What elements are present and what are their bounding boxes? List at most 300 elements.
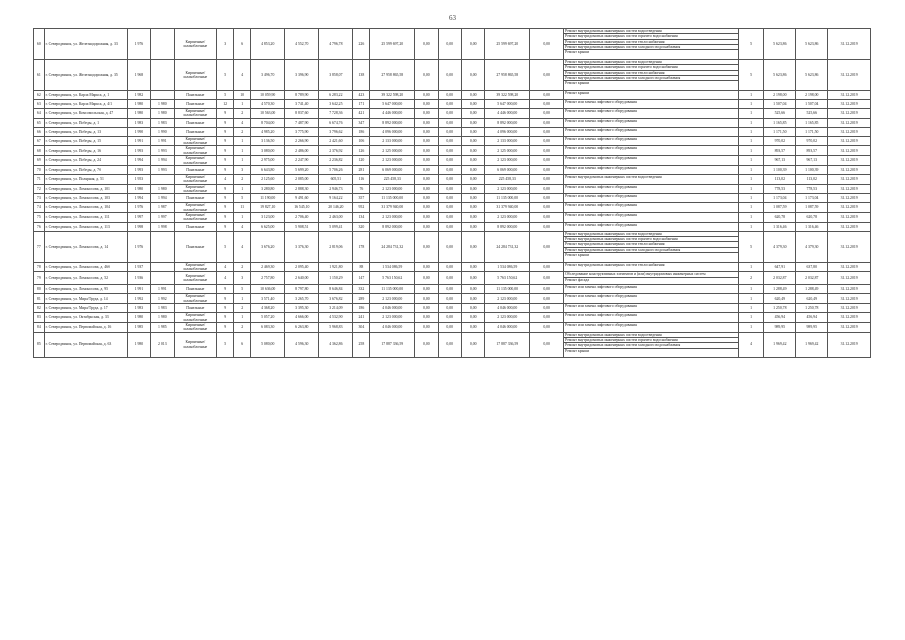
table-row — [34, 332, 871, 357]
entrances-cell: 2 — [234, 322, 251, 332]
living-area-cell: 3 775,90 — [285, 127, 319, 136]
fund-municipal-cell: 0,00 — [461, 231, 484, 262]
works-count-cell: 1 — [738, 136, 764, 146]
deadline-cell: 31.12.2019 — [828, 203, 871, 213]
address-cell: г. Северодвинск, ул. Победы, д. 16 — [44, 146, 127, 156]
wall-material-cell: Кирпичные/ шлакоблочные — [174, 146, 217, 156]
fund-municipal-cell: 0,00 — [461, 262, 484, 272]
floors-cell: 9 — [217, 285, 234, 294]
build-year-cell: 1 994 — [127, 156, 150, 166]
fund-other-cell: 0,00 — [530, 332, 564, 357]
unit-cost-cell: 970,02 — [764, 136, 796, 146]
deadline-cell: 31.12.2019 — [828, 109, 871, 119]
unit-cost-cell: 620,78 — [764, 213, 796, 223]
living-area-cell: 3 741,40 — [285, 100, 319, 109]
floors-cell: 9 — [217, 136, 234, 146]
entrances-cell: 1 — [234, 146, 251, 156]
fund-regional-cell: 0,00 — [438, 313, 461, 323]
fund-federal-cell: 0,00 — [415, 272, 438, 285]
works-count-cell: 1 — [738, 222, 764, 231]
residents-cell: 126 — [353, 146, 370, 156]
fund-federal-cell: 0,00 — [415, 203, 438, 213]
other-area-cell: 3 642,25 — [319, 100, 353, 109]
floors-cell: 9 — [217, 156, 234, 166]
total-cost-cell: 2 125 000,00 — [370, 146, 415, 156]
fund-municipal-cell: 0,00 — [461, 136, 484, 146]
total-area-cell: 4 985,20 — [251, 127, 285, 136]
fund-regional-cell: 0,00 — [438, 29, 461, 60]
max-cost-cell: 967,13 — [796, 156, 828, 166]
wall-material-cell: Панельные — [174, 304, 217, 313]
fund-federal-cell: 0,00 — [415, 322, 438, 332]
entrances-cell: 4 — [234, 60, 251, 91]
residents-cell: 138 — [353, 60, 370, 91]
fund-municipal-cell: 0,00 — [461, 91, 484, 100]
other-area-cell: 5 706,26 — [319, 165, 353, 174]
works-count-cell: 1 — [738, 313, 764, 323]
living-area-cell: 4 552,70 — [285, 29, 319, 60]
residents-cell: 423 — [353, 91, 370, 100]
wall-material-cell: Кирпичные/ шлакоблочные — [174, 184, 217, 194]
unit-cost-cell: 5 623,86 — [764, 60, 796, 91]
wall-material-cell: Кирпичные/ шлакоблочные — [174, 156, 217, 166]
reconstruction-year-cell: 1 987 — [151, 203, 174, 213]
wall-material-cell: Кирпичные/ шлакоблочные — [174, 213, 217, 223]
work-item: Ремонт или замена лифтового оборудования — [565, 184, 637, 189]
fund-municipal-cell: 0,00 — [461, 194, 484, 203]
fund-other-cell: 0,00 — [530, 322, 564, 332]
build-year-cell: 1 983 — [127, 118, 150, 127]
works-list-cell — [564, 272, 739, 285]
fund-municipal-cell: 0,00 — [461, 332, 484, 357]
living-area-cell: 3 265,70 — [285, 294, 319, 304]
wall-material-cell: Кирпичные/ шлакоблочные — [174, 174, 217, 184]
table-row — [34, 203, 871, 213]
unit-cost-cell: 1 100,39 — [764, 165, 796, 174]
work-item: Ремонт внутридомовых инженерных систем теплоснабжения — [564, 71, 738, 76]
works-list-cell — [564, 285, 739, 294]
unit-cost-cell: 620,49 — [764, 294, 796, 304]
work-item: Ремонт внутридомовых инженерных систем водоотведения — [564, 333, 738, 338]
max-cost-cell: 456,94 — [796, 313, 828, 323]
other-area-cell: 1 921,80 — [319, 262, 353, 272]
address-cell: г. Северодвинск, ул. Ломоносова, д. 46б — [44, 262, 127, 272]
work-item: Ремонт или замена лифтового оборудования — [565, 100, 637, 104]
row-number: 75 — [34, 213, 45, 223]
table-row — [34, 272, 871, 285]
max-cost-cell: 1 100,39 — [796, 165, 828, 174]
fund-other-cell: 0,00 — [530, 304, 564, 313]
work-item: Ремонт или замена лифтового оборудования — [565, 304, 637, 309]
table-row — [34, 100, 871, 109]
fund-federal-cell: 0,00 — [415, 91, 438, 100]
fund-federal-cell: 0,00 — [415, 118, 438, 127]
fund-federal-cell: 0,00 — [415, 213, 438, 223]
fund-other-cell: 0,00 — [530, 174, 564, 184]
fund-owners-cell: 5 647 000,00 — [485, 100, 530, 109]
table-row — [34, 109, 871, 119]
reconstruction-year-cell: 1 980 — [151, 109, 174, 119]
table-row — [34, 294, 871, 304]
fund-federal-cell: 0,00 — [415, 313, 438, 323]
fund-regional-cell: 0,00 — [438, 222, 461, 231]
fund-municipal-cell: 0,00 — [461, 174, 484, 184]
residents-cell: 320 — [353, 222, 370, 231]
fund-regional-cell: 0,00 — [438, 213, 461, 223]
max-cost-cell: 1 288,49 — [796, 285, 828, 294]
floors-cell: 9 — [217, 304, 234, 313]
address-cell: г. Северодвинск, ул. Мира/Труда, д. 14 — [44, 294, 127, 304]
fund-other-cell: 0,00 — [530, 184, 564, 194]
entrances-cell: 4 — [234, 222, 251, 231]
build-year-cell: 1 985 — [127, 322, 150, 332]
unit-cost-cell: 2 198,00 — [764, 91, 796, 100]
fund-municipal-cell: 0,00 — [461, 222, 484, 231]
wall-material-cell: Кирпичные/ шлакоблочные — [174, 332, 217, 357]
works-count-cell: 1 — [738, 203, 764, 213]
fund-owners-cell: 31 379 940,00 — [485, 203, 530, 213]
page-number: 63 — [449, 14, 456, 22]
living-area-cell: 2 247,90 — [285, 156, 319, 166]
max-cost-cell: 893,57 — [796, 146, 828, 156]
total-area-cell: 5 080,00 — [251, 332, 285, 357]
residents-cell: 357 — [353, 194, 370, 203]
work-item: Ремонт или замена лифтового оборудования — [565, 322, 637, 327]
build-year-cell: 1 937 — [127, 262, 150, 272]
total-area-cell: 10 563,00 — [251, 109, 285, 119]
living-area-cell: 2 888,30 — [285, 184, 319, 194]
works-count-cell: 1 — [738, 100, 764, 109]
fund-other-cell: 0,00 — [530, 146, 564, 156]
entrances-cell: 1 — [234, 156, 251, 166]
table-row — [34, 304, 871, 313]
max-cost-cell: 778,53 — [796, 184, 828, 194]
total-area-cell: 8 704,00 — [251, 118, 285, 127]
works-count-cell: 1 — [738, 109, 764, 119]
total-area-cell: 10 636,00 — [251, 285, 285, 294]
total-cost-cell: 2 133 000,00 — [370, 136, 415, 146]
deadline-cell: 31.12.2019 — [828, 272, 871, 285]
residents-cell: 421 — [353, 109, 370, 119]
work-item: Ремонт крыши — [565, 81, 590, 86]
total-cost-cell: 27 958 865,58 — [370, 60, 415, 91]
unit-cost-cell: 1 316,46 — [764, 222, 796, 231]
work-item: Ремонт внутридомовых инженерных систем водоотведения — [564, 29, 738, 34]
unit-cost-cell: 647,91 — [764, 262, 796, 272]
entrances-cell: 4 — [234, 118, 251, 127]
fund-federal-cell: 0,00 — [415, 332, 438, 357]
capital-repair-table — [33, 28, 871, 358]
reconstruction-year-cell: 2 013 — [151, 332, 174, 357]
address-cell: г. Северодвинск, ул. Победы, д. 7б — [44, 165, 127, 174]
wall-material-cell: Кирпичные/ шлакоблочные — [174, 109, 217, 119]
works-list-cell — [564, 146, 739, 156]
floors-cell: 5 — [217, 60, 234, 91]
reconstruction-year-cell — [151, 231, 174, 262]
table-row — [34, 29, 871, 60]
row-number: 61 — [34, 60, 45, 91]
works-count-cell: 2 — [738, 272, 764, 285]
total-cost-cell: 5 647 000,00 — [370, 100, 415, 109]
works-count-cell: 1 — [738, 194, 764, 203]
reconstruction-year-cell — [151, 262, 174, 272]
fund-owners-cell: 4 046 000,00 — [485, 322, 530, 332]
work-item: Ремонт или замена лифтового оборудования — [565, 165, 637, 170]
total-cost-cell: 2 123 000,00 — [370, 213, 415, 223]
table-body — [34, 29, 871, 358]
work-item: Ремонт внутридомовых инженерных систем горячего водоснабжения — [564, 34, 738, 39]
table-row — [34, 222, 871, 231]
fund-federal-cell: 0,00 — [415, 304, 438, 313]
entrances-cell: 5 — [234, 285, 251, 294]
living-area-cell: 2 640,00 — [285, 272, 319, 285]
total-area-cell: 10 059,90 — [251, 91, 285, 100]
build-year-cell: 1 991 — [127, 136, 150, 146]
total-cost-cell: 4 096 000,00 — [370, 127, 415, 136]
fund-federal-cell: 0,00 — [415, 156, 438, 166]
total-area-cell: 3 676,20 — [251, 231, 285, 262]
reconstruction-year-cell: 1 994 — [151, 156, 174, 166]
wall-material-cell: Кирпичные/ шлакоблочные — [174, 203, 217, 213]
living-area-cell: 16 545,10 — [285, 203, 319, 213]
works-list-cell — [564, 184, 739, 194]
living-area-cell: 8 837,60 — [285, 109, 319, 119]
max-cost-cell: 525,66 — [796, 109, 828, 119]
residents-cell: 76 — [353, 184, 370, 194]
fund-regional-cell: 0,00 — [438, 294, 461, 304]
fund-municipal-cell: 0,00 — [461, 313, 484, 323]
build-year-cell: 1 976 — [127, 203, 150, 213]
max-cost-cell: 2 198,00 — [796, 91, 828, 100]
total-area-cell: 2 125,60 — [251, 174, 285, 184]
row-number: 77 — [34, 231, 45, 262]
max-cost-cell: 620,49 — [796, 294, 828, 304]
table-row — [34, 231, 871, 262]
entrances-cell: 2 — [234, 109, 251, 119]
works-list-cell — [564, 165, 739, 174]
works-list-cell — [564, 174, 739, 184]
fund-municipal-cell: 0,00 — [461, 285, 484, 294]
works-list-cell — [564, 100, 739, 109]
fund-owners-cell: 8 892 000,00 — [485, 118, 530, 127]
max-cost-cell: 970,02 — [796, 136, 828, 146]
works-list-cell — [564, 156, 739, 166]
fund-owners-cell: 2 123 000,00 — [485, 184, 530, 194]
work-item: Ремонт внутридомовых инженерных систем водоотведения — [564, 60, 738, 65]
residents-cell: 289 — [353, 294, 370, 304]
deadline-cell: 31.12.2019 — [828, 127, 871, 136]
other-area-cell: 3 796,62 — [319, 127, 353, 136]
fund-owners-cell: 6 069 000,00 — [485, 165, 530, 174]
works-count-cell: 1 — [738, 285, 764, 294]
row-number: 81 — [34, 294, 45, 304]
work-item: Ремонт внутридомовых инженерных систем холодного водоснабжения — [564, 248, 738, 253]
wall-material-cell: Панельные — [174, 194, 217, 203]
works-list-cell — [564, 222, 739, 231]
works-list-cell — [564, 60, 739, 91]
total-cost-cell: 6 069 000,00 — [370, 165, 415, 174]
fund-owners-cell: 39 322 598,20 — [485, 91, 530, 100]
deadline-cell: 31.12.2019 — [828, 313, 871, 323]
total-area-cell: 6 625,00 — [251, 222, 285, 231]
total-area-cell: 3 136,50 — [251, 136, 285, 146]
total-cost-cell: 24 284 731,32 — [370, 231, 415, 262]
deadline-cell: 31.12.2019 — [828, 322, 871, 332]
works-list-cell — [564, 294, 739, 304]
wall-material-cell: Панельные — [174, 222, 217, 231]
living-area-cell: 6 263,80 — [285, 322, 319, 332]
fund-other-cell: 0,00 — [530, 60, 564, 91]
fund-other-cell: 0,00 — [530, 136, 564, 146]
reconstruction-year-cell: 1 997 — [151, 213, 174, 223]
address-cell: г. Северодвинск, ул. Победы, д. 13 — [44, 127, 127, 136]
total-cost-cell: 225 458,33 — [370, 174, 415, 184]
other-area-cell: 6 674,76 — [319, 118, 353, 127]
total-cost-cell: 2 123 000,00 — [370, 156, 415, 166]
fund-municipal-cell: 0,00 — [461, 184, 484, 194]
entrances-cell: 11 — [234, 203, 251, 213]
living-area-cell: 2 085,00 — [285, 174, 319, 184]
wall-material-cell: Кирпичные/ шлакоблочные — [174, 272, 217, 285]
residents-cell: 88 — [353, 262, 370, 272]
unit-cost-cell: 4 379,30 — [764, 231, 796, 262]
other-area-cell: 3 676,82 — [319, 294, 353, 304]
unit-cost-cell: 1 173,04 — [764, 194, 796, 203]
entrances-cell: 2 — [234, 174, 251, 184]
row-number: 73 — [34, 194, 45, 203]
works-list-cell — [564, 262, 739, 272]
unit-cost-cell: 1 250,78 — [764, 304, 796, 313]
table-row — [34, 136, 871, 146]
row-number: 72 — [34, 184, 45, 194]
build-year-cell: 1 991 — [127, 285, 150, 294]
works-list-cell — [564, 231, 739, 262]
build-year-cell: 1 990 — [127, 127, 150, 136]
reconstruction-year-cell: 1 993 — [151, 165, 174, 174]
max-cost-cell: 2 032,87 — [796, 272, 828, 285]
fund-regional-cell: 0,00 — [438, 184, 461, 194]
works-count-cell: 1 — [738, 118, 764, 127]
max-cost-cell: 1 316,46 — [796, 222, 828, 231]
floors-cell: 4 — [217, 174, 234, 184]
address-cell: г. Северодвинск, ул. Полярная, д. 51 — [44, 174, 127, 184]
residents-cell: 258 — [353, 332, 370, 357]
works-list-cell — [564, 322, 739, 332]
residents-cell: 106 — [353, 136, 370, 146]
works-count-cell: 1 — [738, 156, 764, 166]
floors-cell: 9 — [217, 146, 234, 156]
residents-cell: 281 — [353, 165, 370, 174]
reconstruction-year-cell: 1 983 — [151, 118, 174, 127]
max-cost-cell: 1 250,78 — [796, 304, 828, 313]
work-item: Ремонт внутридомовых инженерных систем водоотведения — [565, 174, 662, 179]
deadline-cell: 31.12.2019 — [828, 100, 871, 109]
residents-cell: 186 — [353, 127, 370, 136]
fund-owners-cell: 2 133 000,00 — [485, 136, 530, 146]
residents-cell: 952 — [353, 203, 370, 213]
fund-municipal-cell: 0,00 — [461, 304, 484, 313]
fund-other-cell: 0,00 — [530, 91, 564, 100]
fund-owners-cell: 5 763 150,62 — [485, 272, 530, 285]
fund-owners-cell: 17 887 336,59 — [485, 332, 530, 357]
wall-material-cell: Панельные — [174, 118, 217, 127]
reconstruction-year-cell: 1 998 — [151, 222, 174, 231]
fund-municipal-cell: 0,00 — [461, 213, 484, 223]
residents-cell: 347 — [353, 118, 370, 127]
deadline-cell: 31.12.2019 — [828, 285, 871, 294]
entrances-cell: 3 — [234, 272, 251, 285]
total-area-cell: 3 080,00 — [251, 146, 285, 156]
row-number: 78 — [34, 262, 45, 272]
total-area-cell: 4 853,20 — [251, 29, 285, 60]
floors-cell: 9 — [217, 184, 234, 194]
reconstruction-year-cell — [151, 272, 174, 285]
wall-material-cell: Панельные — [174, 100, 217, 109]
living-area-cell: 3 396,90 — [285, 60, 319, 91]
fund-federal-cell: 0,00 — [415, 262, 438, 272]
build-year-cell: 1 994 — [127, 194, 150, 203]
deadline-cell: 31.12.2019 — [828, 194, 871, 203]
max-cost-cell: 1 087,59 — [796, 203, 828, 213]
fund-municipal-cell: 0,00 — [461, 100, 484, 109]
reconstruction-year-cell: 1 983 — [151, 304, 174, 313]
other-area-cell: 5 099,41 — [319, 222, 353, 231]
work-item: Ремонт крыши — [565, 253, 590, 258]
living-area-cell: 3 395,30 — [285, 304, 319, 313]
works-list-cell — [564, 332, 739, 357]
deadline-cell: 31.12.2019 — [828, 304, 871, 313]
reconstruction-year-cell: 1 991 — [151, 136, 174, 146]
deadline-cell: 31.12.2019 — [828, 156, 871, 166]
unit-cost-cell: 2 032,87 — [764, 272, 796, 285]
unit-cost-cell: 989,95 — [764, 322, 796, 332]
other-area-cell: 2 463,00 — [319, 213, 353, 223]
wall-material-cell: Кирпичные/ шлакоблочные — [174, 294, 217, 304]
works-list-cell — [564, 194, 739, 203]
table-row — [34, 174, 871, 184]
fund-municipal-cell: 0,00 — [461, 322, 484, 332]
row-number: 62 — [34, 91, 45, 100]
row-number: 84 — [34, 322, 45, 332]
address-cell: г. Северодвинск, ул. Ломоносова, д. 104 — [44, 203, 127, 213]
total-cost-cell: 8 892 000,00 — [370, 118, 415, 127]
fund-other-cell: 0,00 — [530, 203, 564, 213]
fund-regional-cell: 0,00 — [438, 60, 461, 91]
floors-cell: 12 — [217, 100, 234, 109]
work-item: Ремонт или замена лифтового оборудования — [565, 136, 637, 141]
wall-material-cell: Кирпичные/ шлакоблочные — [174, 313, 217, 323]
floors-cell: 9 — [217, 213, 234, 223]
other-area-cell: 7 728,36 — [319, 109, 353, 119]
build-year-cell: 1 980 — [127, 313, 150, 323]
max-cost-cell: 989,95 — [796, 322, 828, 332]
other-area-cell: 9 164,22 — [319, 194, 353, 203]
build-year-cell: 1 976 — [127, 29, 150, 60]
address-cell: г. Северодвинск, ул. Карла Маркса, д. 1 — [44, 91, 127, 100]
build-year-cell: 1 936 — [127, 272, 150, 285]
residents-cell: 226 — [353, 29, 370, 60]
floors-cell: 9 — [217, 127, 234, 136]
total-cost-cell: 4 446 000,00 — [370, 109, 415, 119]
work-item: Ремонт внутридомовых инженерных систем горячего водоснабжения — [564, 237, 738, 242]
deadline-cell: 31.12.2019 — [828, 136, 871, 146]
work-item: Ремонт внутридомовых инженерных систем теплоснабжения — [564, 242, 738, 247]
row-number: 74 — [34, 203, 45, 213]
table-row — [34, 165, 871, 174]
address-cell: г. Северодвинск, ул. Ломоносова, д. 14 — [44, 231, 127, 262]
works-list-cell — [564, 213, 739, 223]
unit-cost-cell: 967,13 — [764, 156, 796, 166]
